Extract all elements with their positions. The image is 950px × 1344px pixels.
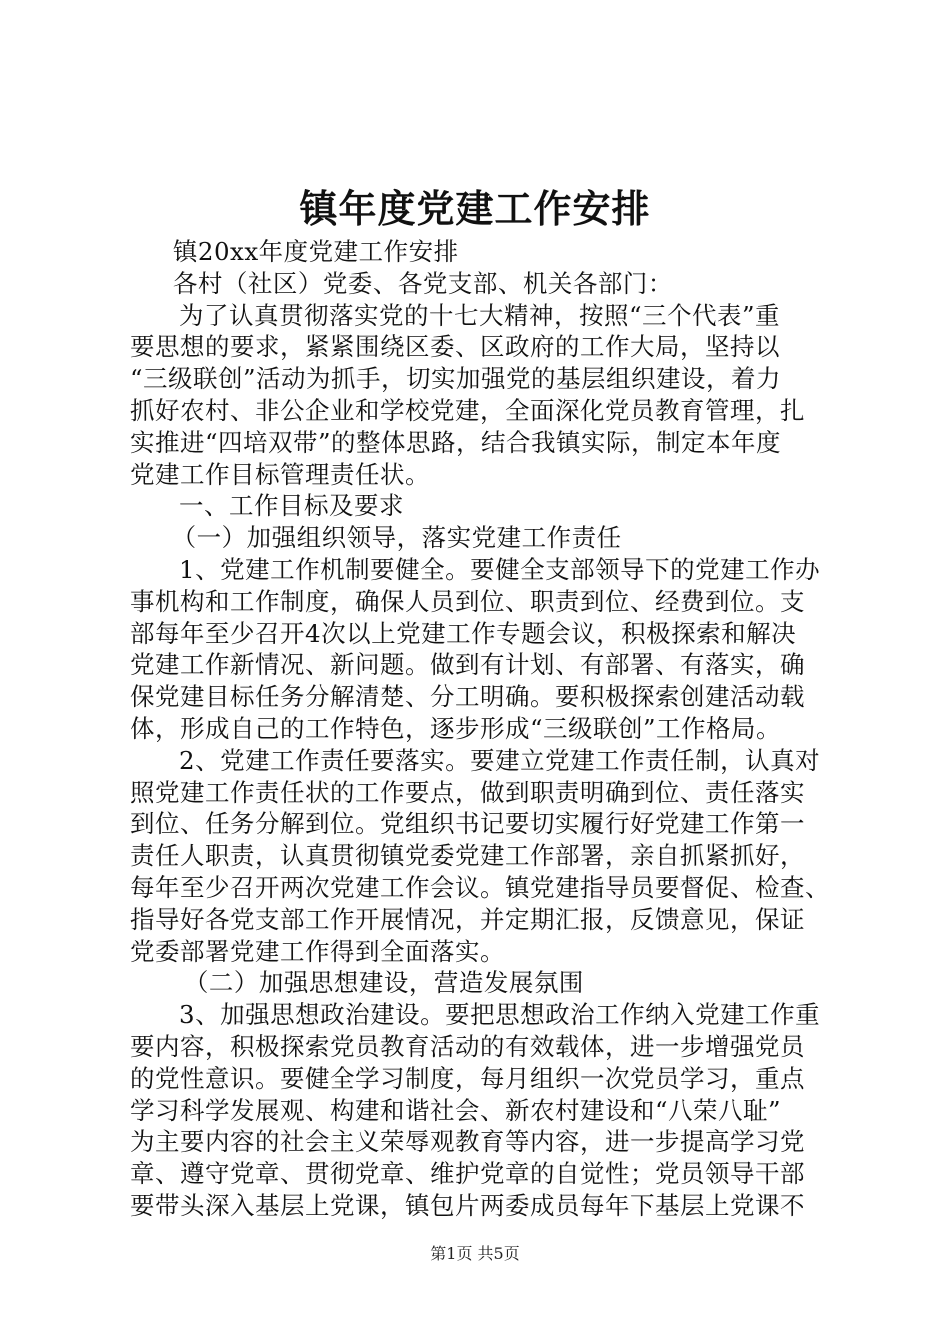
paragraph-line: 2、党建工作责任要落实。要建立党建工作责任制，认真对: [179, 745, 821, 775]
paragraph-line: 要带头深入基层上党课，镇包片两委成员每年下基层上党课不: [130, 1190, 805, 1220]
subtitle-line: 镇20xx年度党建工作安排: [172, 237, 459, 266]
subsection-heading: （一）加强组织领导，落实党建工作责任: [171, 523, 622, 553]
paragraph-line: 为主要内容的社会主义荣辱观教育等内容，进一步提高学习党: [130, 1127, 805, 1157]
paragraph-line: 照党建工作责任状的工作要点，做到职责明确到位、责任落实: [130, 777, 805, 807]
paragraph-line: “三级联创”活动为抓手，切实加强党的基层组织建设，着力: [130, 364, 782, 394]
paragraph-line: 保党建目标任务分解清楚、分工明确。要积极探索创建活动载: [130, 682, 805, 712]
paragraph-line: 事机构和工作制度，确保人员到位、职责到位、经费到位。支: [130, 586, 805, 616]
subsection-heading: （二）加强思想建设，营造发展氛围: [183, 968, 584, 998]
paragraph-line: 部每年至少召开4次以上党建工作专题会议，积极探索和解决: [130, 618, 797, 648]
paragraph-line: 党建工作新情况、新问题。做到有计划、有部署、有落实，确: [130, 650, 805, 680]
paragraph-line: 到位、任务分解到位。党组织书记要切实履行好党建工作第一: [130, 809, 805, 839]
paragraph-line: 指导好各党支部工作开展情况，并定期汇报，反馈意见，保证: [130, 904, 805, 934]
paragraph-line: 要内容，积极探索党员教育活动的有效载体，进一步增强党员: [130, 1031, 805, 1061]
paragraph-line: 章、遵守党章、贯彻党章、维护党章的自觉性；党员领导干部: [130, 1159, 805, 1189]
paragraph-line: 为了认真贯彻落实党的十七大精神，按照“三个代表”重: [179, 300, 781, 330]
paragraph-line: 学习科学发展观、构建和谐社会、新农村建设和“八荣八耻”: [130, 1095, 782, 1125]
paragraph-line: 抓好农村、非公企业和学校党建，全面深化党员教育管理，扎: [130, 395, 805, 425]
paragraph-line: 党建工作目标管理责任状。: [130, 459, 430, 489]
salutation-line: 各村（社区）党委、各党支部、机关各部门：: [172, 268, 673, 298]
paragraph-line: 的党性意识。要健全学习制度，每月组织一次党员学习，重点: [130, 1063, 805, 1093]
document-title: 镇年度党建工作安排: [299, 186, 651, 231]
section-heading: 一、工作目标及要求: [179, 491, 404, 521]
paragraph-line: 要思想的要求，紧紧围绕区委、区政府的工作大局，坚持以: [130, 332, 780, 362]
document-body: [130, 236, 830, 1222]
paragraph-line: 3、加强思想政治建设。要把思想政治工作纳入党建工作重: [179, 1000, 821, 1030]
page-number-footer: 第1页 共5页: [430, 1244, 520, 1263]
paragraph-line: 实推进“四培双带”的整体思路，结合我镇实际，制定本年度: [130, 427, 782, 457]
paragraph-line: 责任人职责，认真贯彻镇党委党建工作部署，亲自抓紧抓好，: [130, 841, 805, 871]
paragraph-line: 每年至少召开两次党建工作会议。镇党建指导员要督促、检查、: [130, 872, 830, 902]
paragraph-line: 党委部署党建工作得到全面落实。: [130, 936, 505, 966]
paragraph-line: 体，形成自己的工作特色，逐步形成“三级联创”工作格局。: [130, 713, 782, 743]
paragraph-line: 1、党建工作机制要健全。要健全支部领导下的党建工作办: [179, 554, 821, 584]
